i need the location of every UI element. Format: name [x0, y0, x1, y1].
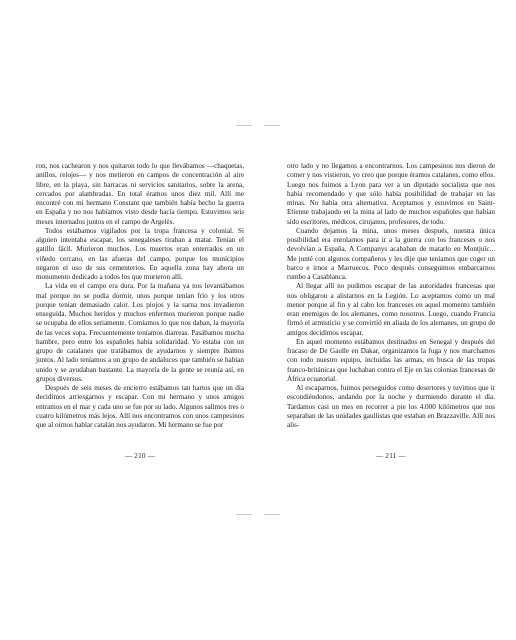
crop-mark-top-right: [264, 125, 280, 126]
page-number-left: — 210 —: [124, 452, 156, 460]
page-number-right: — 211 —: [376, 452, 406, 460]
crop-mark-top-left: [236, 125, 252, 126]
paragraph: ron, nos cachearon y nos quitaron todo lo que llevábamos —chaquetas, anillos, relojes— y nos metieron en campos de concentración al aire libre, en la playa, sin barracas ni servicios sanitarios, sobre la arena, cercados por alambradas. En total éramos unos diez mil. Allí me encontré con mi hermano Constant que también había hecho la guerra en España y no nos habíamos visto desde hacía tiempo. Estuvimos seis meses internados juntos en el campo de Argelès.: [36, 162, 244, 226]
paragraph: Todos estábamos vigilados por la tropa francesa y colonial. Si alguien intentaba escapar, los senegaleses tiraban a matar. Tenían el gatillo fácil. Murieron muchos. Los muertos eran enterrados en un viñedo cercano, en las afueras del campo, porque los municipios negaron el uso de sus cementerios. En aquella zona hay ahora un monumento dedicado a todos los que murieron allí.: [36, 226, 244, 281]
crop-mark-bottom-left: [236, 514, 252, 515]
left-page: [36, 162, 244, 430]
right-page: [287, 162, 495, 430]
paragraph: En aquel momento estábamos destinados en Senegal y después del fracaso de De Gaulle en Dakar, organizamos la fuga y nos marchamos con todo nuestro equipo, incluidas las armas, en busca de las tropas franco-británicas que luchaban contra el Eje en las colonias francesas de África ecuatorial.: [287, 337, 495, 383]
paragraph: Al escaparnos, fuimos perseguidos como desertores y tuvimos que ir escondiéndonos, andando por la noche y durmiendo durante el día. Tardamos casi un mes en recorrer a pie los 4.000 kilómetros que nos separaban de las unidades gaullistas que estaban en Brazzaville. Allí nos alis-: [287, 384, 495, 429]
paragraph: La vida en el campo era dura. Por la mañana ya nos levantábamos mal porque no se podía dormir, unos porque tenían frío y los otros porque tenían demasiado calor. Los piojos y la sarna nos invadieron enseguida. Muchos heridos y muchos enfermos murieron porque nadie se ocupaba de ellos seriamente. Comíamos lo que nos daban, la mayoría de las veces sopa. Frecuentemente teníamos diarreas. Pasábamos mucha hambre, pero entre los españoles había solidaridad. Yo estaba con un grupo de catalanes que tratábamos de ayudarnos y siempre íbamos juntos. Al lado teníamos a un grupo de andaluces que también se habían unido y se ayudaban bastante. La mayoría de la gente se reunía así, en grupos diversos.: [36, 282, 244, 383]
paragraph: Al llegar allí no pudimos escapar de las autoridades francesas que nos obligaron a alistarnos en la Legión. Lo aceptamos como un mal menor porque al fin y al cabo los franceses en aquel momento también eran enemigos de los alemanes, como nosotros. Luego, cuando Francia firmó el armisticio y se convirtió en aliada de los alemanes, un grupo de amigos decidimos escapar.: [287, 282, 495, 337]
left-page-body: [36, 162, 244, 430]
paragraph: otro lado y no llegamos a encontrarnos. Los campesinos nos dieron de comer y nos vistieron, yo creo que porque éramos catalanes, como ellos. Luego nos fuimos a Lyon para ver a un diputado socialista que nos había recomendado y que sólo había posibilidad de trabajar en las minas. No había otra alternativa. Aceptamos y estuvimos en Saint-Etienne trabajando en la mina al lado de muchos españoles que habían sido escritores, médicos, cirujanos, profesores, de todo.: [287, 162, 495, 226]
paragraph: Cuando dejamos la mina, unos meses después, nuestra única posibilidad era enrolarnos para ir a la guerra con los franceses o nos devolvían a España. A Companys acababan de matarlo en Montjuïc... Me junté con algunos compañeros y les dije que teníamos que coger un barco e irnos a Marruecos. Poco después conseguimos embarcarnos rumbo a Casablanca.: [287, 226, 495, 281]
paragraph: Después de seis meses de encierro estábamos tan hartos que un día decidimos arriesgarnos y escapar. Con mi hermano y unos amigos entramos en el mar y cada uno se fue por su lado. Algunos salimos tres o cuatro kilómetros más lejos. Allí nos encontramos con unos campesinos que al oírnos hablar catalán nos ayudaron. Mi hermano se fue por: [36, 384, 244, 429]
right-page-body: [287, 162, 495, 430]
crop-mark-bottom-right: [264, 514, 280, 515]
